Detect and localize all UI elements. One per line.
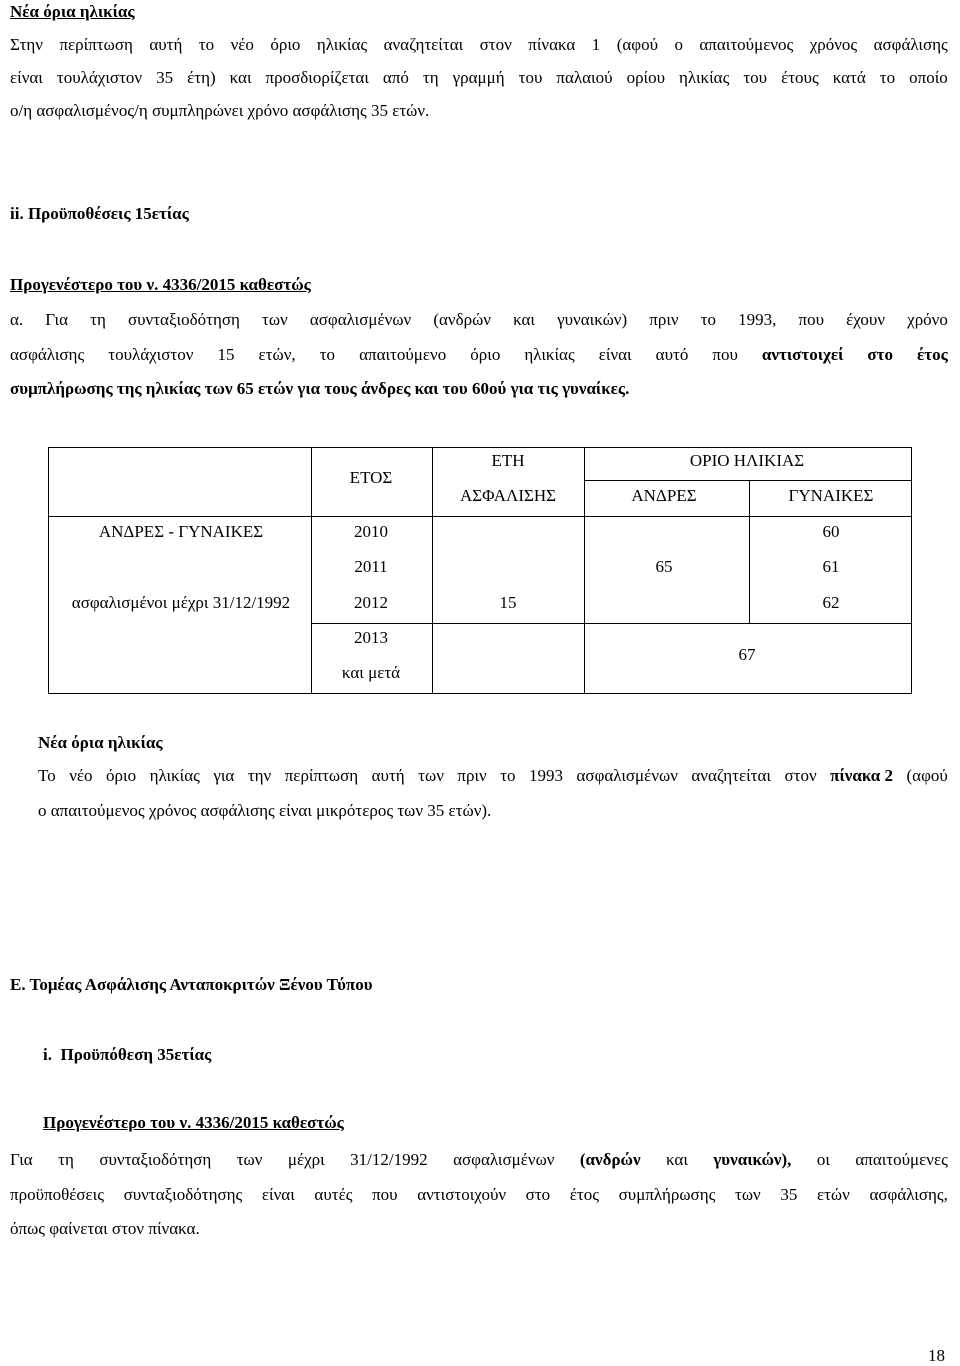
section-e-line-2-word: προϋποθέσεις xyxy=(10,1185,104,1204)
top-line-1-word: στον xyxy=(479,35,512,54)
paragraph-top-line-1 xyxy=(10,35,948,55)
top-line-2-word: τουλάχιστον xyxy=(56,68,143,87)
years-insurance-value: 15 xyxy=(499,593,517,612)
section-e-line-2-word: είναι xyxy=(261,1185,295,1204)
paragraph-top-line-2 xyxy=(10,68,948,88)
new-limits-line-1-word: την xyxy=(247,766,272,785)
new-limits-line-2: ο απαιτούμενος χρόνος ασφάλισης είναι μικρότερος των 35 ετών). xyxy=(38,801,492,820)
top-line-2-word: έτη) xyxy=(187,68,216,87)
section-e-line-2-word: ασφάλισης, xyxy=(869,1185,948,1204)
top-line-1-word: ο xyxy=(674,35,683,54)
top-line-2-word: του xyxy=(518,68,543,87)
top-line-2-word: οποίο xyxy=(909,68,948,87)
alpha-line-1-word: γυναικών) xyxy=(557,310,628,329)
alpha-line-2-wrap xyxy=(10,345,948,365)
year-2013: 2013 xyxy=(354,628,388,647)
year-2011: 2011 xyxy=(354,557,388,576)
alpha-line-1-word: ασφαλισμένων xyxy=(309,310,412,329)
section-e-regime: Προγενέστερο του ν. 4336/2015 καθεστώς xyxy=(43,1113,344,1132)
alpha-line-1-word: συνταξιοδότηση xyxy=(127,310,240,329)
new-limits-line-1-word: όριο xyxy=(106,766,137,785)
top-line-1-word: Στην xyxy=(10,35,43,54)
alpha-line-2-bold-word: στο xyxy=(867,345,893,364)
section-heading-new-limits: Νέα όρια ηλικίας xyxy=(10,2,135,21)
women-age-2010: 60 xyxy=(822,522,840,541)
section-e-line-2-word: αντιστοιχούν xyxy=(417,1185,507,1204)
alpha-line-2-word: το xyxy=(319,345,336,364)
section-e-line-2-word: των xyxy=(734,1185,761,1204)
paragraph-top xyxy=(10,35,948,55)
top-line-2-word: ορίου xyxy=(626,68,666,87)
top-line-1-word: ασφάλισης xyxy=(873,35,948,54)
section-e-line-1-word: ασφαλισμένων xyxy=(453,1150,555,1169)
section-e-line-2 xyxy=(10,1185,948,1205)
top-line-1-word: όριο xyxy=(270,35,301,54)
alpha-line-2-word: ετών, xyxy=(258,345,296,364)
table-col-divider-1 xyxy=(311,448,312,693)
alpha-line-1-word: (ανδρών xyxy=(433,310,491,329)
section-e-line-2-wrap xyxy=(10,1185,948,1205)
section-e-line-1-word: απαιτούμενες xyxy=(855,1150,948,1169)
top-line-1-word: αυτή xyxy=(149,35,183,54)
page-number: 18 xyxy=(928,1346,945,1365)
alpha-line-2-word: ηλικίας xyxy=(524,345,575,364)
top-line-2-word: 35 xyxy=(156,68,174,87)
new-limits-line-1-word: περίπτωση xyxy=(284,766,359,785)
top-line-1-word: ηλικίας xyxy=(316,35,368,54)
alpha-line-3: συμπλήρωσης της ηλικίας των 65 ετών για τους άνδρες και του 60ού για τις γυναίκες. xyxy=(10,379,630,398)
paragraph-top-2 xyxy=(10,68,948,88)
alpha-line-2-word: 15 xyxy=(217,345,235,364)
new-limits-line-1-bold: πίνακα 2 xyxy=(830,766,894,785)
th-year: ΕΤΟΣ xyxy=(349,468,393,487)
section-e-line-1-word: οι xyxy=(816,1150,830,1169)
new-limits-line-1-word: αυτή xyxy=(371,766,405,785)
alpha-line-1-word: και xyxy=(513,310,535,329)
new-limits-line-1-word: ασφαλισμένων xyxy=(576,766,678,785)
top-line-1-word: (αφού xyxy=(616,35,658,54)
paragraph-top-line-3: ο/η ασφαλισμένος/η συμπληρώνει χρόνο ασφάλισης 35 ετών. xyxy=(10,101,430,120)
section-e-line-1-word: μέχρι xyxy=(287,1150,325,1169)
alpha-line-2-word: αυτό xyxy=(655,345,689,364)
top-line-2-word: έτους xyxy=(781,68,819,87)
year-2013-suffix: και μετά xyxy=(341,663,401,682)
new-limits-line-1-word: το xyxy=(500,766,516,785)
top-line-2-word: παλαιού xyxy=(556,68,613,87)
table-col-divider-2 xyxy=(432,448,433,693)
table-col-divider-4 xyxy=(749,480,750,623)
section-e-line-1-word: 31/12/1992 xyxy=(350,1150,428,1169)
alpha-line-1-word: τη xyxy=(90,310,106,329)
section-e-line-1-word: των xyxy=(236,1150,263,1169)
section-e-line-1-word: τη xyxy=(58,1150,74,1169)
table-col-divider-3 xyxy=(584,448,585,693)
top-line-1-word: περίπτωση xyxy=(59,35,133,54)
alpha-line-1-word: πριν xyxy=(649,310,679,329)
new-limits-line-1-word: νέο xyxy=(69,766,93,785)
section-e-line-1-word: συνταξιοδότηση xyxy=(99,1150,212,1169)
alpha-line-1-word: 1993, xyxy=(738,310,777,329)
new-limits-line-1-word: (αφού xyxy=(906,766,948,785)
new-limits-line-1-word: για xyxy=(213,766,235,785)
year-2012: 2012 xyxy=(354,593,388,612)
alpha-line-1-word: των xyxy=(262,310,288,329)
th-years-insurance-1: ΕΤΗ xyxy=(491,451,525,470)
alpha-line-1-word: έχουν xyxy=(846,310,886,329)
new-limits-line-1-word: πριν xyxy=(457,766,487,785)
top-line-2-word: από xyxy=(382,68,409,87)
alpha-line-2-word: απαιτούμενο xyxy=(359,345,447,364)
th-years-insurance-2: ΑΣΦΑΛΙΣΗΣ xyxy=(459,486,557,505)
new-limits-line-1-word: στον xyxy=(784,766,817,785)
alpha-line-1-word: α. xyxy=(10,310,24,329)
top-line-1-word: αναζητείται xyxy=(383,35,464,54)
section-e-line-1-word: Για xyxy=(10,1150,33,1169)
th-women: ΓΥΝΑΙΚΕΣ xyxy=(788,486,874,505)
new-limits-line-1-word: των xyxy=(418,766,444,785)
year-2010: 2010 xyxy=(354,522,388,541)
alpha-line-2-word: που xyxy=(712,345,738,364)
section-e-line-1-wrap xyxy=(10,1150,948,1170)
table-row-divider-2013 xyxy=(311,623,911,624)
alpha-line-2-word: όριο xyxy=(470,345,501,364)
new-limits-line-1-word: ηλικίας xyxy=(149,766,200,785)
alpha-line-2 xyxy=(10,345,948,365)
combined-age-value: 67 xyxy=(738,645,756,664)
subsection-ii-heading: ii. Προϋποθέσεις 15ετίας xyxy=(10,204,189,223)
alpha-line-2-bold-word: αντιστοιχεί xyxy=(761,345,844,364)
top-line-2-word: προσδιορίζεται xyxy=(265,68,369,87)
section-e-sub-i: i. Προϋπόθεση 35ετίας xyxy=(43,1045,212,1064)
alpha-line-1-word: που xyxy=(798,310,825,329)
new-limits-line-1-word: 1993 xyxy=(529,766,564,785)
section-e-line-1-word: (ανδρών xyxy=(579,1150,641,1169)
section-e-line-3: όπως φαίνεται στον πίνακα. xyxy=(10,1219,200,1238)
alpha-line-1-wrap xyxy=(10,310,948,330)
group-sublabel: ασφαλισμένοι μέχρι 31/12/1992 xyxy=(71,593,291,612)
section-e-line-2-word: συμπλήρωσης xyxy=(618,1185,716,1204)
top-line-2-word: γραμμή xyxy=(452,68,505,87)
men-age-value: 65 xyxy=(655,557,673,576)
age-limit-table xyxy=(48,447,912,694)
section-e-line-1-word: και xyxy=(666,1150,688,1169)
section-e-line-2-word: συνταξιοδότησης xyxy=(123,1185,243,1204)
top-line-2-word: το xyxy=(879,68,896,87)
section-e-heading: Ε. Τομέας Ασφάλισης Ανταποκριτών Ξένου Τύπου xyxy=(10,975,373,994)
top-line-1-word: χρόνος xyxy=(809,35,858,54)
alpha-line-1-word: το xyxy=(700,310,717,329)
top-line-1-word: πίνακα xyxy=(528,35,576,54)
alpha-line-2-word: ασφάλισης xyxy=(10,345,85,364)
new-limits-line-1-word: αναζητείται xyxy=(691,766,771,785)
table-age-subheader-divider xyxy=(584,480,911,481)
top-line-1-word: απαιτούμενος xyxy=(699,35,794,54)
top-line-1-word: 1 xyxy=(591,35,601,54)
regime-heading: Προγενέστερο του ν. 4336/2015 καθεστώς xyxy=(10,275,311,294)
alpha-line-1-word: χρόνο xyxy=(907,310,948,329)
section-e-line-1 xyxy=(10,1150,948,1170)
alpha-line-2-word: είναι xyxy=(598,345,632,364)
alpha-line-2-bold-word: έτος xyxy=(917,345,948,364)
women-age-2011: 61 xyxy=(822,557,840,576)
th-men: ΑΝΔΡΕΣ xyxy=(631,486,697,505)
top-line-2-word: κατά xyxy=(832,68,866,87)
new-limits-heading: Νέα όρια ηλικίας xyxy=(38,733,163,752)
section-e-line-2-word: έτος xyxy=(569,1185,599,1204)
top-line-2-word: του xyxy=(743,68,768,87)
group-label: ΑΝΔΡΕΣ - ΓΥΝΑΙΚΕΣ xyxy=(98,522,264,541)
top-line-1-word: το xyxy=(198,35,215,54)
new-limits-line-1-wrap xyxy=(38,766,948,786)
section-e-line-2-word: ετών xyxy=(816,1185,850,1204)
new-limits-line-1-word: Το xyxy=(38,766,56,785)
top-line-1-word: νέο xyxy=(230,35,254,54)
top-line-2-word: είναι xyxy=(10,68,43,87)
table-header-divider xyxy=(49,516,911,517)
top-line-2-word: και xyxy=(229,68,252,87)
top-line-2-word: τη xyxy=(422,68,439,87)
alpha-line-1-word: Για xyxy=(45,310,68,329)
section-e-line-2-word: αυτές xyxy=(314,1185,353,1204)
alpha-line-2-word: τουλάχιστον xyxy=(108,345,194,364)
section-e-line-2-word: 35 xyxy=(780,1185,798,1204)
th-age-limit: ΟΡΙΟ ΗΛΙΚΙΑΣ xyxy=(689,451,805,470)
women-age-2012: 62 xyxy=(822,593,840,612)
section-e-line-1-word: γυναικών), xyxy=(713,1150,792,1169)
section-e-line-2-word: στο xyxy=(525,1185,551,1204)
new-limits-line-1 xyxy=(38,766,948,786)
section-e-line-2-word: που xyxy=(372,1185,398,1204)
top-line-2-word: ηλικίας xyxy=(679,68,730,87)
alpha-line-1 xyxy=(10,310,948,330)
